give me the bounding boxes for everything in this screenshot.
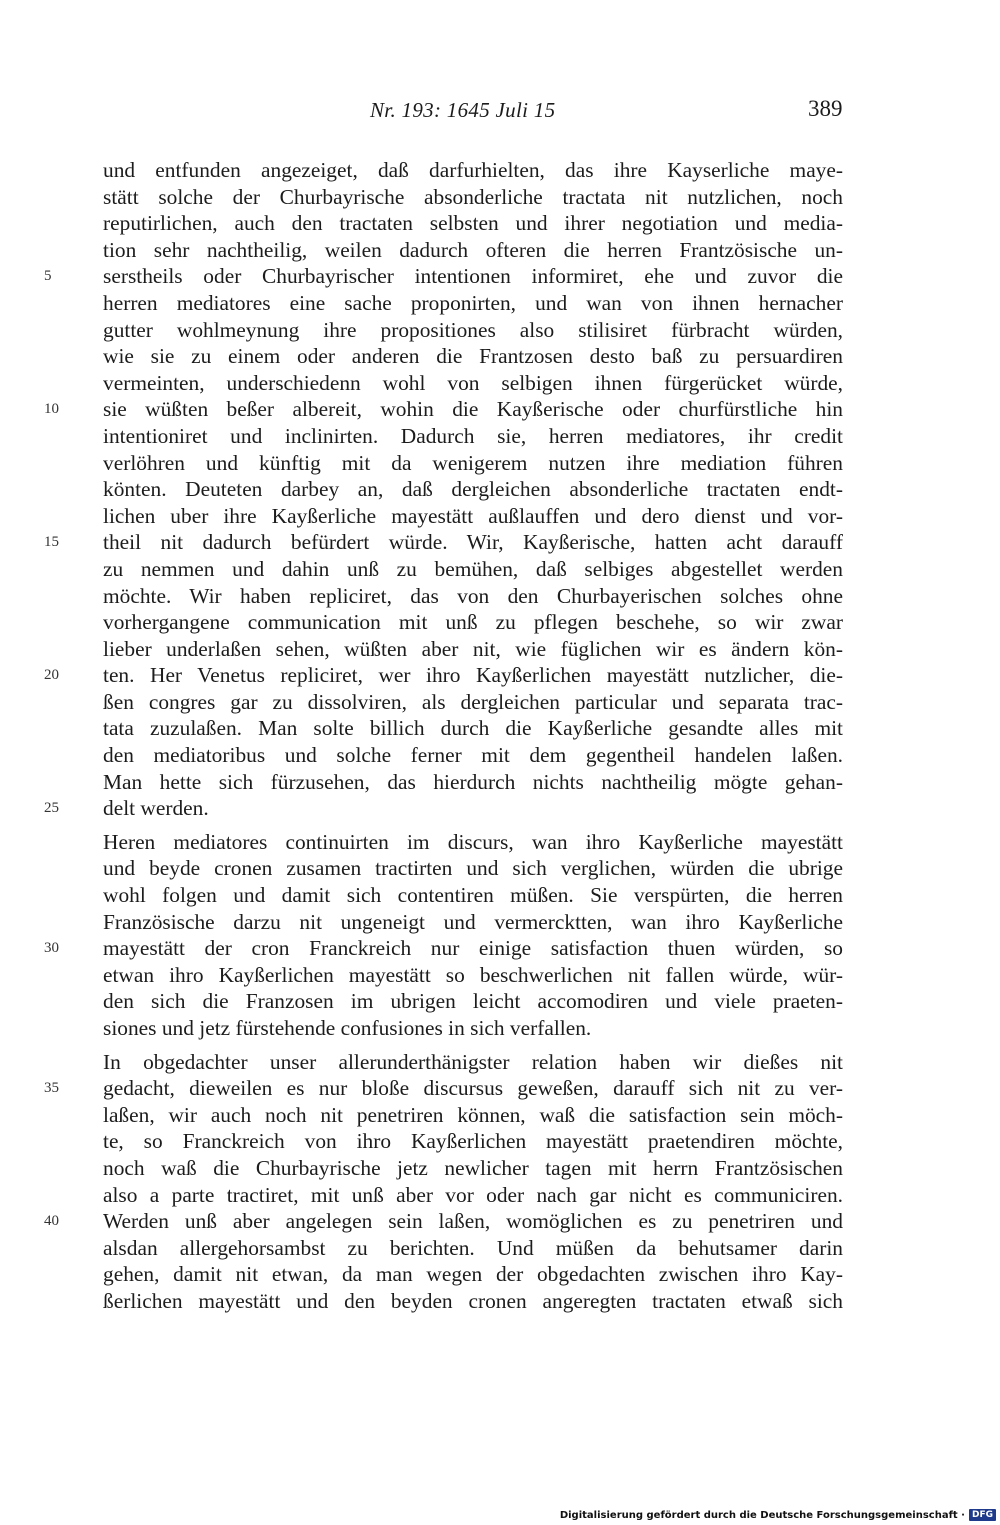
text-line: siones und jetz fürstehende confusiones in sich verfallen. (103, 1016, 592, 1040)
text-line: gutter wohlmeynung ihre propositiones also stilisiret fürbracht würden, (103, 317, 843, 342)
text-line: stätt solche der Churbayrische absonderliche tractata nit nutzlichen, noch (103, 184, 843, 209)
text-line: tion sehr nachtheilig, weilen dadurch ofteren die herren Frantzösische un- (103, 237, 843, 262)
text-line: den mediatoribus und solche ferner mit dem gegentheil handelen laßen. (103, 743, 843, 768)
text-line: Heren mediatores continuirten im discurs, wan ihro Kayßerliche mayestätt (103, 829, 843, 854)
running-head: Nr. 193: 1645 Juli 15 (370, 98, 556, 122)
text-line: vorhergangene communication mit unß zu pflegen beschehe, so wir zwar (103, 610, 843, 635)
text-line: ßerlichen mayestätt und den beyden cronen angeregten tractaten etwaß sich (103, 1288, 843, 1313)
text-line: te, so Franckreich von ihro Kayßerlichen mayestätt praetendiren möchte, (103, 1129, 843, 1154)
footer-credit: Digitalisierung gefördert durch die Deutsche Forschungsgemeinschaft · (559, 1509, 965, 1521)
line-number: 5 (44, 268, 52, 285)
line-number: 35 (44, 1080, 59, 1097)
text-line: könten. Deuteten darbey an, daß dergleichen absonderliche tractaten endt- (103, 477, 843, 502)
text-line: theil nit dadurch befürdert würde. Wir, Kayßerische, hatten acht darauff (103, 530, 843, 555)
line-number: 40 (44, 1213, 59, 1230)
text-line: tata zuzulaßen. Man solte billich durch die Kayßerliche gesandte alles mit (103, 716, 843, 741)
text-line: intentioniret und inclinirten. Dadurch sie, herren mediatores, ihr credit (103, 423, 843, 448)
text-line: laßen, wir auch noch nit penetriren können, waß die satisfaction sein möch- (103, 1102, 843, 1127)
line-number: 15 (44, 534, 59, 551)
line-number: 30 (44, 940, 59, 957)
text-line: Werden unß aber angelegen sein laßen, womöglichen es zu penetriren und (103, 1209, 843, 1234)
line-number: 10 (44, 401, 59, 418)
text-line: also a parte tractiret, mit unß aber vor oder nach gar nicht es communiciren. (103, 1182, 843, 1207)
text-line: herren mediatores eine sache proponirten, und wan von ihnen hernacher (103, 290, 843, 315)
page-number: 389 (808, 96, 843, 121)
text-line: gehen, damit nit etwan, da man wegen der obgedachten zwischen ihro Kay- (103, 1262, 843, 1287)
text-line: möchte. Wir haben repliciret, das von den Churbayerischen solches ohne (103, 583, 843, 608)
text-line: sie wüßten beßer albereit, wohin die Kayßerische oder churfürstliche hin (103, 397, 843, 422)
text-line: ßen congres gar zu dissolviren, als dergleichen particular und separata trac- (103, 689, 843, 714)
text-line: mayestätt der cron Franckreich nur einige satisfaction thuen würden, so (103, 936, 843, 961)
text-line: vermeinten, underschiedenn wohl von selbigen ihnen fürgerücket würde, (103, 370, 843, 395)
text-line: gedacht, dieweilen es nur bloße discursus geweßen, darauff sich nit zu ver- (103, 1076, 843, 1101)
text-line: zu nemmen und dahin unß zu bemühen, daß selbiges abgestellet werden (103, 556, 843, 581)
text-line: und entfunden angezeiget, daß darfurhielten, das ihre Kayserliche maye- (103, 158, 843, 182)
dfg-logo-icon: DFG (969, 1509, 996, 1521)
text-line: delt werden. (103, 796, 209, 821)
text-line: alsdan allergehorsambst zu berichten. Und müßen da behutsamer darin (103, 1235, 843, 1260)
text-line: lichen uber ihre Kayßerliche mayestätt außlauffen und dero dienst und vor- (103, 503, 843, 528)
line-number: 25 (44, 800, 59, 817)
text-line: etwan ihro Kayßerlichen mayestätt so beschwerlichen nit fallen würde, wür- (103, 962, 843, 987)
text-line: lieber underlaßen sehen, wüßten aber nit, wie füglichen wir es ändern kön- (103, 636, 843, 661)
line-number: 20 (44, 667, 59, 684)
text-line: serstheils oder Churbayrischer intentionen informiret, ehe und zuvor die (103, 264, 843, 289)
body-text (103, 157, 843, 1315)
text-line: verlöhren und künftig mit da wenigerem nutzen ihre mediation führen (103, 450, 843, 475)
text-line: Französische darzu nit ungeneigt und vermercktten, wan ihro Kayßerliche (103, 909, 843, 934)
text-line: wohl folgen und damit sich contentiren müßen. Sie verspürten, die herren (103, 883, 843, 908)
text-line: und beyde cronen zusamen tractirten und sich verglichen, würden die ubrige (103, 856, 843, 881)
text-line: ten. Her Venetus repliciret, wer ihro Kayßerlichen mayestätt nutzlicher, die- (103, 663, 843, 688)
text-line: den sich die Franzosen im ubrigen leicht accomodiren und viele praeten- (103, 989, 843, 1014)
footer (560, 1509, 996, 1521)
text-line: In obgedachter unser allerunderthänigster relation haben wir dießes nit (103, 1049, 843, 1074)
text-line: Man hette sich fürzusehen, das hierdurch nichts nachtheilig mögte gehan- (103, 769, 843, 794)
text-line: wie sie zu einem oder anderen die Frantzosen desto baß zu persuardiren (103, 344, 843, 369)
text-line: noch waß die Churbayrische jetz newlicher tagen mit herrn Frantzösischen (103, 1155, 843, 1180)
text-line: reputirlichen, auch den tractaten selbsten und ihrer negotiation und media- (103, 211, 843, 236)
